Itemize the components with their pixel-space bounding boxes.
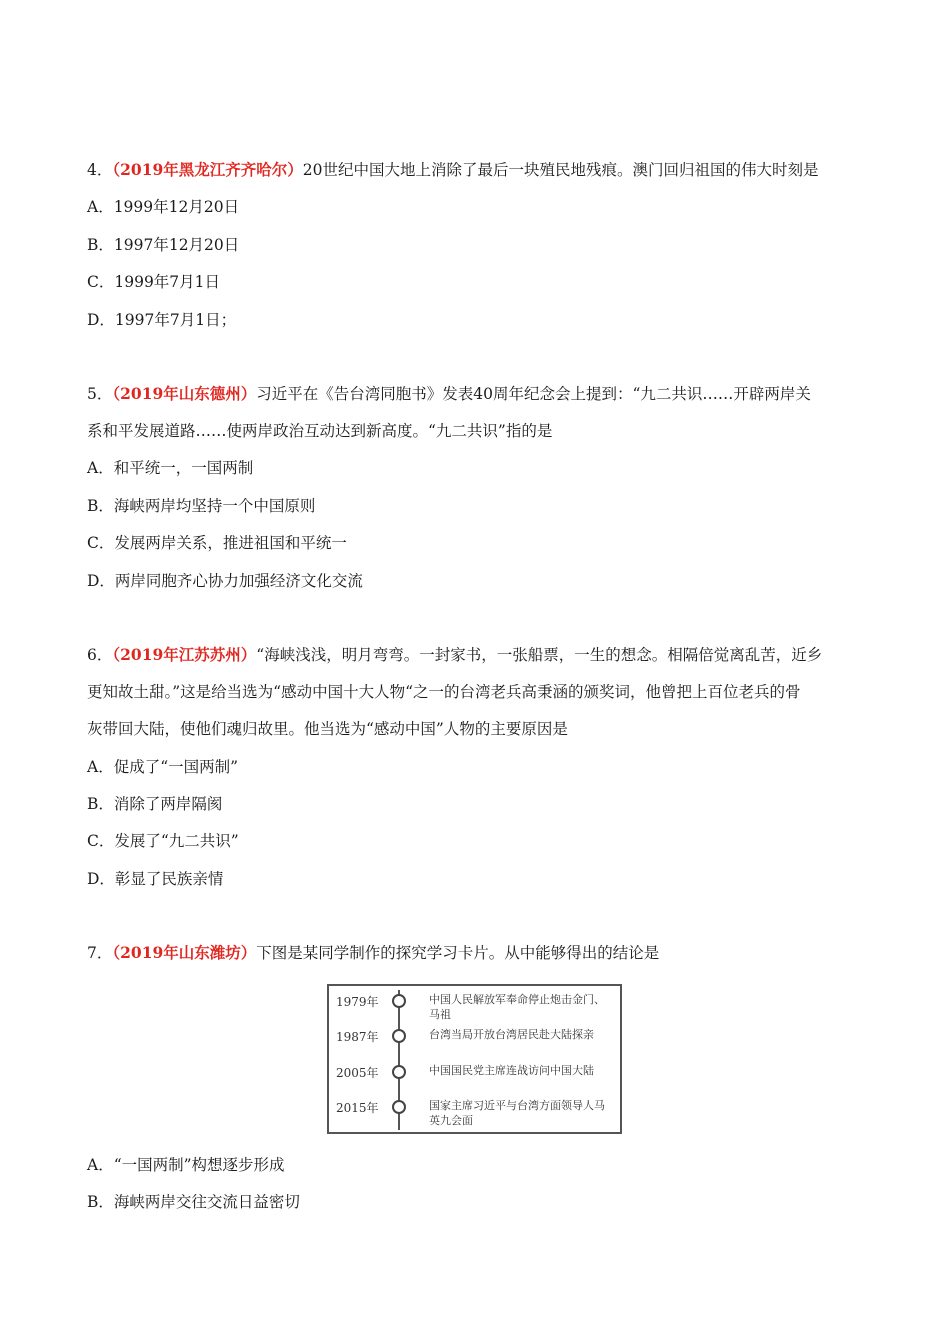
question-text: “海峡浅浅，明月弯弯。一封家书，一张船票，一生的想念。相隔倍觉离乱苦，近乡 — [256, 646, 823, 664]
timeline-card — [327, 984, 622, 1134]
question-5-stem — [87, 384, 811, 404]
option-a[interactable]: A．和平统一，一国两制 — [87, 459, 254, 477]
option-c[interactable]: C．1999年7月1日 — [87, 273, 221, 291]
timeline-event: 中国国民党主席连战访问中国大陆 — [429, 1064, 594, 1077]
question-source: （2019年山东德州） — [112, 384, 257, 403]
question-source: （2019年黑龙江齐齐哈尔） — [112, 160, 303, 179]
option-c[interactable]: C．发展了“九二共识” — [87, 832, 239, 850]
question-6-stem-cont: 灰带回大陆，使他们魂归故里。他当选为“感动中国”人物的主要原因是 — [87, 720, 568, 738]
question-5-stem-cont: 系和平发展道路……使两岸政治互动达到新高度。“九二共识”指的是 — [87, 422, 553, 440]
option-b[interactable]: B．海峡两岸均坚持一个中国原则 — [87, 497, 316, 515]
question-source: （2019年山东潍坊） — [112, 943, 257, 962]
question-number: 5． — [87, 385, 113, 403]
question-text: 习近平在《告台湾同胞书》发表40周年纪念会上提到：“九二共识……开辟两岸关 — [256, 385, 811, 403]
question-text: 20世纪中国大地上消除了最后一块殖民地残痕。澳门回归祖国的伟大时刻是 — [302, 161, 819, 179]
timeline-dot-icon — [392, 994, 406, 1008]
option-b[interactable]: B．消除了两岸隔阂 — [87, 795, 223, 813]
question-source: （2019年江苏苏州） — [112, 645, 257, 664]
question-6-stem-cont: 更知故土甜。”这是给当选为“感动中国十大人物“之一的台湾老兵高秉涵的颁奖词，他曾把上百位老兵的骨 — [87, 683, 801, 701]
option-b[interactable]: B．海峡两岸交往交流日益密切 — [87, 1193, 300, 1211]
option-b[interactable]: B．1997年12月20日 — [87, 236, 240, 254]
timeline-event: 台湾当局开放台湾居民赴大陆探亲 — [429, 1028, 594, 1041]
option-d[interactable]: D．彰显了民族亲情 — [87, 870, 224, 888]
question-number: 4． — [87, 161, 113, 179]
option-d[interactable]: D．两岸同胞齐心协力加强经济文化交流 — [87, 572, 363, 590]
question-4-stem — [87, 160, 819, 180]
timeline-year: 2015年 — [336, 1101, 379, 1115]
timeline-entry — [329, 1097, 620, 1133]
timeline-entry — [329, 1026, 620, 1062]
option-d[interactable]: D．1997年7月1日； — [87, 311, 237, 329]
timeline-entry — [329, 1062, 620, 1098]
timeline-event: 中国人民解放军奉命停止炮击金门、马祖 — [429, 993, 605, 1021]
question-number: 6． — [87, 646, 113, 664]
option-a[interactable]: A．“一国两制”构想逐步形成 — [87, 1156, 285, 1174]
option-a[interactable]: A．促成了“一国两制” — [87, 758, 239, 776]
question-6-stem — [87, 645, 822, 665]
timeline-dot-icon — [392, 1065, 406, 1079]
timeline-event: 国家主席习近平与台湾方面领导人马英九会面 — [429, 1099, 605, 1127]
option-a[interactable]: A．1999年12月20日 — [87, 198, 240, 216]
question-7-stem — [87, 943, 659, 963]
timeline-year: 2005年 — [336, 1066, 379, 1080]
timeline-year: 1987年 — [336, 1030, 379, 1044]
timeline-entry — [329, 991, 620, 1027]
timeline-year: 1979年 — [336, 995, 379, 1009]
option-c[interactable]: C．发展两岸关系，推进祖国和平统一 — [87, 534, 347, 552]
timeline-dot-icon — [392, 1100, 406, 1114]
timeline-dot-icon — [392, 1029, 406, 1043]
question-number: 7． — [87, 944, 113, 962]
question-text: 下图是某同学制作的探究学习卡片。从中能够得出的结论是 — [256, 944, 660, 962]
